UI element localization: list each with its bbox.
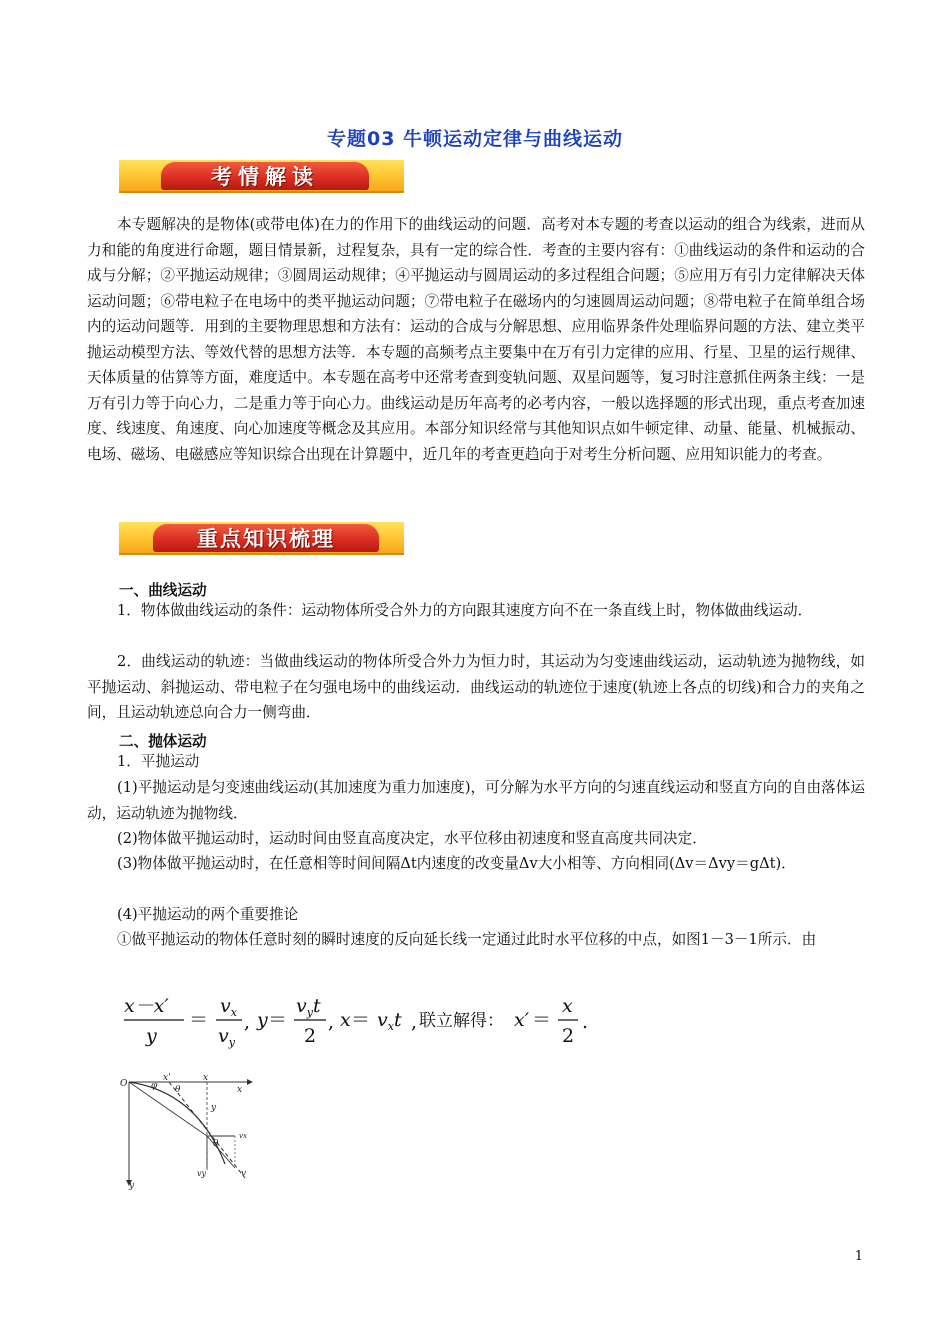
- fig-label-vy: vy: [197, 1169, 207, 1178]
- svg-text:x: x: [340, 1009, 351, 1031]
- svg-text:.: .: [582, 1011, 589, 1033]
- section2-heading: 二、抛体运动: [119, 733, 207, 750]
- banner-exam-analysis: [119, 160, 404, 193]
- page-number: 1: [854, 1249, 863, 1264]
- projectile-figure: [117, 1072, 257, 1190]
- svg-text:＝: ＝: [351, 1009, 371, 1031]
- svg-text:＝: ＝: [268, 1009, 288, 1031]
- fig-label-v: v: [241, 1169, 247, 1179]
- svg-text:x－x′: x－x′: [124, 995, 169, 1017]
- section2-item1: (1)平抛运动是匀变速曲线运动(其加速度为重力加速度)，可分解为水平方向的匀速直线运动和竖直方向的自由落体运动，运动轨迹为抛物线．: [87, 779, 865, 822]
- section2-item5: ①做平抛运动的物体任意时刻的瞬时速度的反向延长线一定通过此时水平位移的中点，如图1－3－1所示．由: [117, 931, 817, 948]
- banner-key-knowledge-label: 重点知识梳理: [153, 524, 379, 552]
- svg-text:vx: $v_x$: [220, 995, 237, 1019]
- fig-label-origin: O: [120, 1079, 128, 1089]
- section1-heading: 一、曲线运动: [119, 582, 207, 599]
- svg-text:,: ,: [328, 1011, 335, 1033]
- svg-text:＝: ＝: [532, 1009, 552, 1031]
- svg-text:vy: $v_y$: [218, 1025, 235, 1049]
- svg-text:x′: x′: [514, 1009, 530, 1031]
- svg-text:＝: ＝: [189, 1009, 209, 1031]
- svg-text:vxt: $v_xt$: [377, 1009, 402, 1033]
- banner-exam-analysis-label: 考情解读: [161, 162, 369, 190]
- svg-text:2: 2: [304, 1025, 317, 1047]
- svg-text:2: 2: [562, 1025, 575, 1047]
- section2-item4: (4)平抛运动的两个重要推论: [117, 906, 299, 923]
- fig-label-x-top: x: [203, 1073, 209, 1083]
- svg-text:x: x: [562, 995, 573, 1017]
- svg-text:y: y: [146, 1025, 157, 1047]
- section1-p1: 1．物体做曲线运动的条件：运动物体所受合外力的方向跟其速度方向不在一条直线上时，物体做曲线运动．: [117, 602, 813, 619]
- fig-label-y-axis: y: [129, 1181, 135, 1190]
- fig-label-xprime: x': [163, 1073, 171, 1083]
- section2-item3: (3)物体做平抛运动时，在任意相等时间间隔Δt内速度的改变量Δv大小相等、方向相同(Δv＝Δvy＝gΔt)．: [117, 855, 796, 872]
- fig-label-vx: vx: [239, 1132, 247, 1140]
- formula-midpoint: [122, 990, 592, 1050]
- section1-p2: 2．曲线运动的轨迹：当做曲线运动的物体所受合外力为恒力时，其运动为匀变速曲线运动，运动轨迹为抛物线，如平抛运动、斜抛运动、带电粒子在匀强电场中的曲线运动．曲线运动的轨迹位于速度(轨迹上各点的切线)和合力的夹角之间，且运动轨迹总向合力一侧弯曲．: [87, 653, 865, 721]
- page-title: 专题03 牛顿运动定律与曲线运动: [326, 128, 624, 150]
- svg-text:y: y: [257, 1009, 268, 1031]
- fig-label-theta-top: θ: [175, 1085, 181, 1095]
- fig-label-y-mid: y: [211, 1103, 217, 1113]
- svg-text:,: ,: [244, 1011, 251, 1033]
- svg-text:vyt: $v_yt$: [296, 995, 321, 1019]
- banner-key-knowledge: [119, 522, 404, 555]
- formula-text: 联立解得：: [419, 1011, 504, 1031]
- fig-label-x-axis: x: [237, 1085, 243, 1095]
- svg-text:,: ,: [411, 1011, 418, 1033]
- fig-label-phi: φ: [151, 1081, 158, 1091]
- section2-sub1: 1．平抛运动: [117, 753, 200, 770]
- section2-item2: (2)物体做平抛运动时，运动时间由竖直高度决定，水平位移由初速度和竖直高度共同决定．: [117, 830, 707, 847]
- intro-paragraph: 本专题解决的是物体(或带电体)在力的作用下的曲线运动的问题．高考对本专题的考查以运动的组合为线索，进而从力和能的角度进行命题，题目情景新，过程复杂，具有一定的综合性．考查的主要内容有：①曲线运动的条件和运动的合成与分解；②平抛运动规律；③圆周运动规律；④平抛运动与圆周运动的多过程组合问题；⑤应用万有引力定律解决天体运动问题；⑥带电粒子在电场中的类平抛运动问题；⑦带电粒子在磁场内的匀速圆周运动问题；⑧带电粒子在简单组合场内的运动问题等．用到的主要物理思想和方法有：运动的合成与分解思想、应用临界条件处理临界问题的方法、建立类平抛运动模型方法、等效代替的思想方法等．本专题的高频考点主要集中在万有引力定律的应用、行星、卫星的运行规律、天体质量的估算等方面，难度适中。本专题在高考中还常考查到变轨问题、双星问题等，复习时注意抓住两条主线：一是万有引力等于向心力，二是重力等于向心力。曲线运动是历年高考的必考内容，一般以选择题的形式出现，重点考查加速度、线速度、角速度、向心加速度等概念及其应用。本部分知识经常与其他知识点如牛顿定律、动量、能量、机械振动、电场、磁场、电磁感应等知识综合出现在计算题中，近几年的考查更趋向于对考生分析问题、应用知识能力的考查。: [87, 216, 865, 463]
- fig-label-theta-mid: θ: [213, 1139, 219, 1149]
